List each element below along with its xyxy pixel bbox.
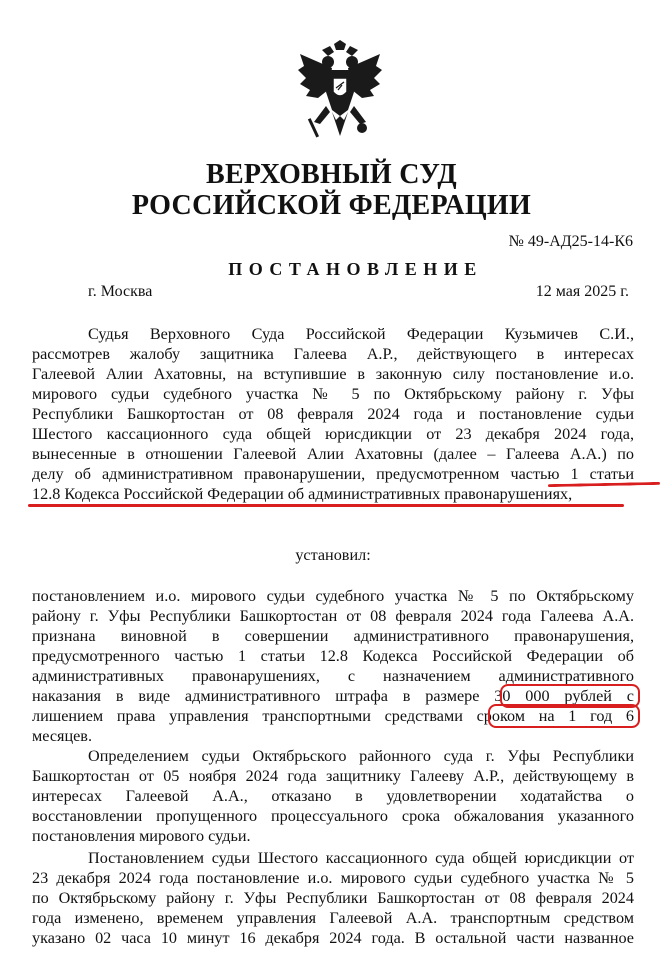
- case-number: № 49-АД25-14-К6: [508, 233, 633, 250]
- court-name-line1: ВЕРХОВНЫЙ СУД: [205, 159, 457, 190]
- body-line: Определением судьи Октябрьского районного суда г. Уфы Республики: [88, 747, 634, 765]
- body-line: по Октябрьскому району г. Уфы Республики Башкортостан от 08 февраля 2024: [32, 889, 634, 907]
- body-line: постановлением и.о. мирового судьи судебного участка № 5 по Октябрьскому: [32, 587, 634, 605]
- body-line: административных правонарушениях, с назначением административного: [32, 667, 634, 685]
- body-line: району г. Уфы Республики Башкортостан от 08 февраля 2024 года Галеева А.А.: [32, 607, 634, 625]
- body-line: интересах Галеевой А.А., отказано в удовлетворении ходатайства о: [32, 787, 634, 805]
- intro-line: Республики Башкортостан от 08 февраля 2024 года и постановление судьи: [32, 405, 634, 423]
- intro-line: Судья Верховного Суда Российской Федерации Кузьмичев С.И.,: [88, 325, 634, 343]
- intro-line: 12.8 Кодекса Российской Федерации об административных правонарушениях,: [32, 485, 573, 503]
- body-line: указано 02 часа 10 минут 16 декабря 2024 года. В остальной части названное: [32, 929, 634, 947]
- russian-coat-of-arms-icon: [298, 40, 382, 148]
- body-line: Башкортостан от 05 ноября 2024 года защитнику Галееву А.Р., действующему в: [32, 767, 634, 785]
- intro-line: вынесенные в отношении Галеевой Алии Ахатовны (далее – Галеева А.А.) по: [32, 445, 634, 463]
- intro-line: делу об административном правонарушении, предусмотренном частью 1 статьи: [32, 465, 634, 483]
- document-type: ПОСТАНОВЛЕНИЕ: [228, 259, 483, 279]
- document-date: 12 мая 2025 г.: [535, 283, 629, 300]
- body-line: предусмотренного частью 1 статьи 12.8 Кодекса Российской Федерации об: [32, 647, 634, 665]
- red-highlight-box: [488, 704, 640, 728]
- body-line: постановления мирового судьи.: [32, 827, 251, 845]
- body-line: лишением права управления транспортными средствами сроком на 1 год 6: [32, 707, 634, 725]
- red-underline-mark: [28, 504, 624, 507]
- intro-line: мирового судьи судебного участка № 5 по Октябрьскому району г. Уфы: [32, 385, 634, 403]
- city: г. Москва: [88, 283, 153, 300]
- intro-line: Галеевой Алии Ахатовны, на вступившие в законную силу постановление и.о.: [32, 365, 634, 383]
- established-heading: установил:: [295, 546, 371, 564]
- body-line: года изменено, временем управления Галеевой А.А. транспортным средством: [32, 909, 634, 927]
- body-line: восстановлении пропущенного процессуального срока обжалования указанного: [32, 807, 634, 825]
- body-line: признана виновной в совершении административного правонарушения,: [32, 627, 634, 645]
- body-line: 23 декабря 2024 года постановление и.о. мирового судьи судебного участка № 5: [32, 869, 634, 887]
- body-line: месяцев.: [32, 727, 92, 745]
- intro-line: рассмотрев жалобу защитника Галеева А.Р., действующего в интересах: [32, 345, 634, 363]
- court-name-line2: РОССИЙСКОЙ ФЕДЕРАЦИИ: [131, 190, 532, 221]
- body-line: наказания в виде административного штрафа в размере 30 000 рублей с: [32, 687, 634, 705]
- body-line: Постановлением судьи Шестого кассационного суда общей юрисдикции от: [88, 849, 634, 867]
- intro-line: Шестого кассационного суда общей юрисдикции от 23 декабря 2024 года,: [32, 425, 634, 443]
